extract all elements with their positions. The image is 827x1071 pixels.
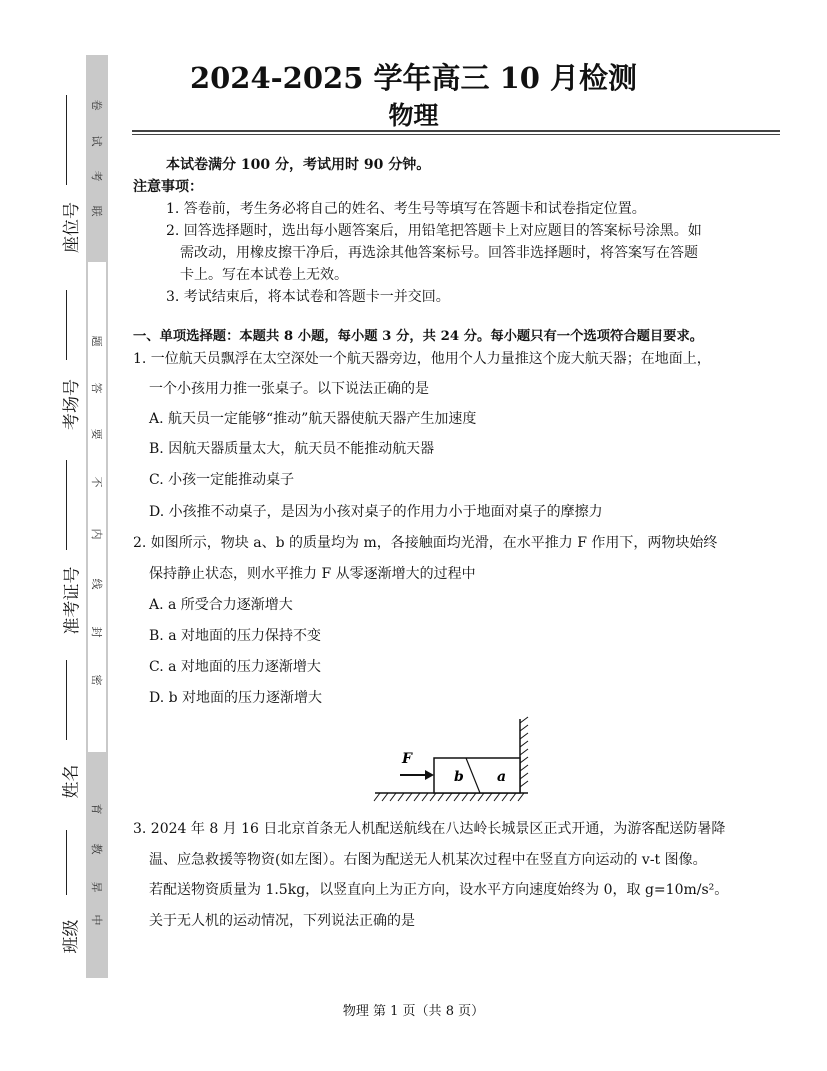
- strip-char: 试: [90, 135, 103, 147]
- q1-option-b: B. 因航天器质量太大，航天员不能推动航天器: [149, 441, 435, 457]
- strip-char: 不: [90, 476, 103, 488]
- exam-room-line: [66, 290, 67, 360]
- strip-char: 教: [90, 843, 103, 855]
- strip-char: 中: [90, 914, 103, 926]
- ticket-number-line: [66, 460, 67, 550]
- note-item: 3. 考试结束后，将本试卷和答题卡一并交回。: [166, 289, 450, 305]
- strip-char: 育: [90, 803, 103, 815]
- blocks-outline: [434, 758, 520, 793]
- notice-title: 注意事项：: [133, 179, 203, 195]
- strip-char: 密: [90, 674, 103, 686]
- q1-option-d: D. 小孩推不动桌子，是因为小孩对桌子的作用力小于地面对桌子的摩擦力: [149, 504, 603, 520]
- strip-char: 昇: [90, 881, 103, 893]
- strip-char: 要: [90, 428, 103, 440]
- name-line: [66, 660, 67, 740]
- note-item: 1. 答卷前，考生务必将自己的姓名、考生号等填写在答题卡和试卷指定位置。: [166, 201, 646, 217]
- q1-option-a: A. 航天员一定能够“推动”航天器使航天器产生加速度: [149, 411, 477, 427]
- ground-hatch: [374, 793, 524, 801]
- strip-char: 内: [90, 528, 103, 540]
- q2-figure: [370, 715, 550, 805]
- seat-number-label: 座位号: [62, 202, 82, 253]
- q2-option-c: C. a 对地面的压力逐渐增大: [149, 659, 321, 675]
- class-line: [66, 830, 67, 895]
- wall-hatch: [520, 717, 528, 787]
- note-item: 卡上。写在本试卷上无效。: [180, 267, 348, 283]
- q2-option-a: A. a 所受合力逐渐增大: [149, 597, 293, 613]
- subject-title: 物理: [388, 101, 439, 130]
- force-arrowhead: [425, 770, 434, 780]
- block-a-label: a: [497, 769, 507, 785]
- header-rule: [132, 130, 780, 132]
- page-footer: 物理 第 1 页（共 8 页）: [342, 1004, 485, 1019]
- strip-char: 题: [90, 335, 103, 347]
- force-label: F: [402, 751, 412, 767]
- ticket-number-label: 准考证号: [62, 566, 83, 635]
- exam-room-label: 考场号: [62, 379, 82, 430]
- q2-stem: 保持静止状态，则水平推力 F 从零逐渐增大的过程中: [149, 566, 476, 582]
- q2-option-b: B. a 对地面的压力保持不变: [149, 628, 321, 644]
- q2-stem: 2. 如图所示，物块 a、b 的质量均为 m，各接触面均光滑，在水平推力 F 作用下，两物块始终: [133, 535, 718, 551]
- note-item: 2. 回答选择题时，选出每小题答案后，用铅笔把答题卡上对应题目的答案标号涂黑。如: [166, 223, 702, 239]
- class-label: 班级: [61, 919, 82, 954]
- section-heading: 一、单项选择题：本题共 8 小题，每小题 3 分，共 24 分。每小题只有一个选项符合题目要求。: [133, 329, 704, 344]
- note-item: 需改动，用橡皮擦干净后，再选涂其他答案标号。回答非选择题时，将答案写在答题: [180, 245, 698, 261]
- score-line: 本试卷满分 100 分，考试用时 90 分钟。: [166, 157, 431, 173]
- q3-stem: 若配送物资质量为 1.5kg，以竖直向上为正方向，设水平方向速度始终为 0，取 g=10m/s²。: [149, 882, 729, 898]
- header-rule-thin: [132, 134, 780, 135]
- q3-stem: 3. 2024 年 8 月 16 日北京首条无人机配送航线在八达岭长城景区正式开通，为游客配送防暑降: [133, 821, 726, 837]
- strip-char: 答: [90, 382, 103, 394]
- strip-char: 封: [90, 626, 103, 638]
- block-b-label: b: [454, 769, 464, 785]
- strip-char: 考: [90, 170, 103, 182]
- strip-char: 卷: [90, 99, 103, 111]
- q1-stem: 一个小孩用力推一张桌子。以下说法正确的是: [149, 381, 429, 397]
- q3-stem: 关于无人机的运动情况，下列说法正确的是: [149, 913, 415, 929]
- q1-stem: 1. 一位航天员飘浮在太空深处一个航天器旁边，他用个人力量推这个庞大航天器；在地面上，: [133, 351, 711, 367]
- q3-stem: 温、应急救援等物资(如左图）。右图为配送无人机某次过程中在竖直方向运动的 v-t 图像。: [149, 852, 707, 868]
- page-title: 2024-2025 学年高三 10 月检测: [189, 61, 638, 95]
- name-label: 姓名: [61, 764, 82, 799]
- strip-char: 联: [90, 205, 103, 217]
- q1-option-c: C. 小孩一定能推动桌子: [149, 472, 295, 488]
- strip-char: 线: [90, 578, 103, 590]
- q2-option-d: D. b 对地面的压力逐渐增大: [149, 690, 323, 706]
